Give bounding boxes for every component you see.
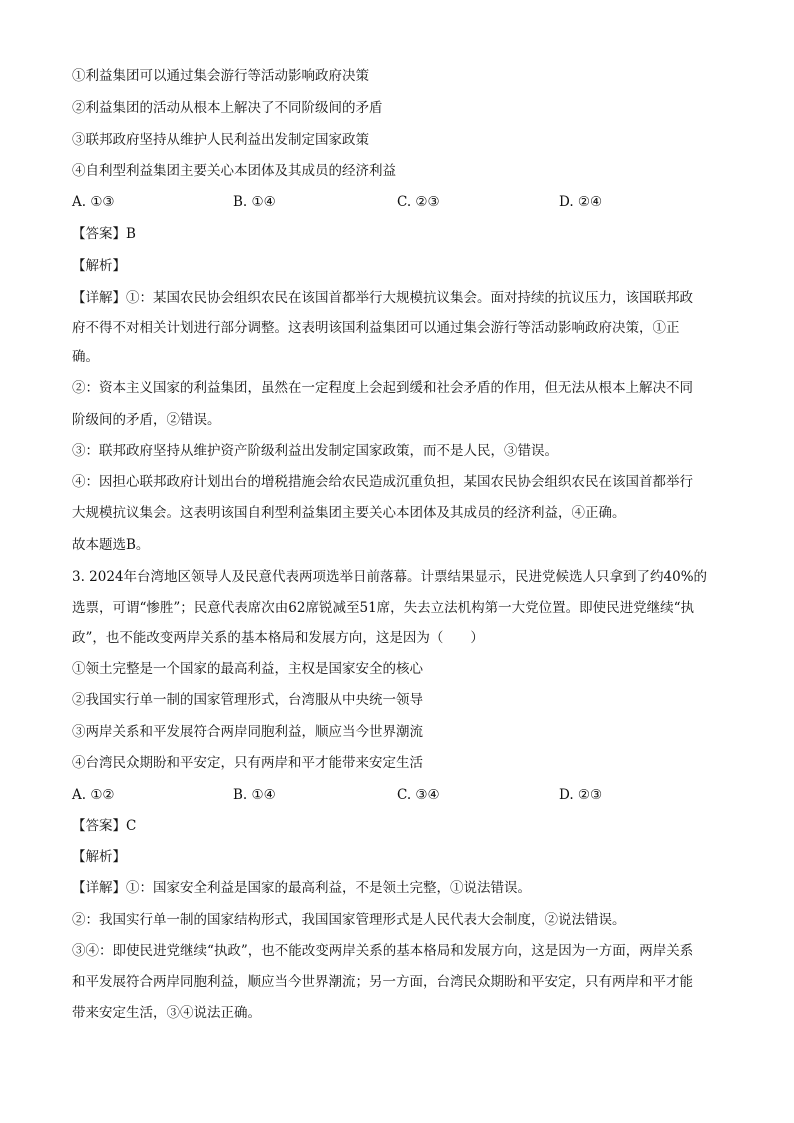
q3-stem-line: 选票，可谓“惨胜”；民意代表席次由62席锐减至51席，失去立法机构第一大党位置。即使民进党继续“执 [72,600,695,616]
q3-option-a: A. ①② [72,787,115,803]
q3-explanation-line: ③④：即使民进党继续“执政”，也不能改变两岸关系的基本格局和发展方向，这是因为一方面，两岸关系 [72,943,694,959]
q2-analysis-heading: 【解析】 [72,258,126,274]
q3-answer: 【答案】C [72,818,137,834]
q3-explanation-line: 和平发展符合两岸同胞利益，顺应当今世界潮流；另一方面，台湾民众期盼和平安定，只有两岸和平才能 [72,974,693,990]
q3-option-b: B. ①④ [233,787,276,803]
q3-statement-2: ②我国实行单一制的国家管理形式，台湾服从中央统一领导 [72,692,423,708]
q2-statement-2: ②利益集团的活动从根本上解决了不同阶级间的矛盾 [72,100,383,116]
q3-option-d: D. ②③ [559,787,603,803]
q3-explanation-line: 【详解】①：国家安全利益是国家的最高利益，不是领土完整，①说法错误。 [72,880,531,896]
q2-answer: 【答案】B [72,226,136,242]
q2-explanation-line: ③：联邦政府坚持从维护资产阶级利益出发制定国家政策，而不是人民，③错误。 [72,443,558,459]
q2-options [72,192,732,212]
q2-explanation-line: 确。 [72,349,99,365]
q3-stem-line: 政”，也不能改变两岸关系的基本格局和发展方向，这是因为（ ） [72,630,484,646]
q2-explanation-line: 阶级间的矛盾，②错误。 [72,412,221,428]
q2-option-a: A. ①③ [72,194,115,210]
q2-explanation-line: 【详解】①：某国农民协会组织农民在该国首都举行大规模抗议集会。面对持续的抗议压力，该国联邦政 [72,290,693,306]
q3-option-c: C. ③④ [397,787,440,803]
q2-option-b: B. ①④ [233,194,276,210]
q2-option-d: D. ②④ [559,194,603,210]
q2-explanation-line: 府不得不对相关计划进行部分调整。这表明该国利益集团可以通过集会游行等活动影响政府决策，①正 [72,320,680,336]
q2-explanation-line: 故本题选B。 [72,537,150,553]
q3-stem-line: 3. 2024年台湾地区领导人及民意代表两项选举日前落幕。计票结果显示，民进党候选人只拿到了约40%的 [72,569,708,585]
q3-analysis-heading: 【解析】 [72,849,126,865]
q3-statement-1: ①领土完整是一个国家的最高利益，主权是国家安全的核心 [72,661,423,677]
q2-statement-1: ①利益集团可以通过集会游行等活动影响政府决策 [72,68,369,84]
q2-explanation-line: 大规模抗议集会。这表明该国自利型利益集团主要关心本团体及其成员的经济利益，④正确。 [72,505,626,521]
q3-explanation-line: 带来安定生活，③④说法正确。 [72,1005,261,1021]
q2-explanation-line: ④：因担心联邦政府计划出台的增税措施会给农民造成沉重负担，某国农民协会组织农民在该国首都举行 [72,474,693,490]
q3-statement-4: ④台湾民众期盼和平安定，只有两岸和平才能带来安定生活 [72,755,423,771]
q3-options [72,785,732,805]
q3-statement-3: ③两岸关系和平发展符合两岸同胞利益，顺应当今世界潮流 [72,724,423,740]
q2-option-c: C. ②③ [397,194,440,210]
q2-explanation-line: ②：资本主义国家的利益集团，虽然在一定程度上会起到缓和社会矛盾的作用，但无法从根本上解决不同 [72,380,693,396]
q2-statement-3: ③联邦政府坚持从维护人民利益出发制定国家政策 [72,132,369,148]
q2-statement-4: ④自利型利益集团主要关心本团体及其成员的经济利益 [72,163,396,179]
q3-explanation-line: ②：我国实行单一制的国家结构形式，我国国家管理形式是人民代表大会制度，②说法错误。 [72,912,626,928]
